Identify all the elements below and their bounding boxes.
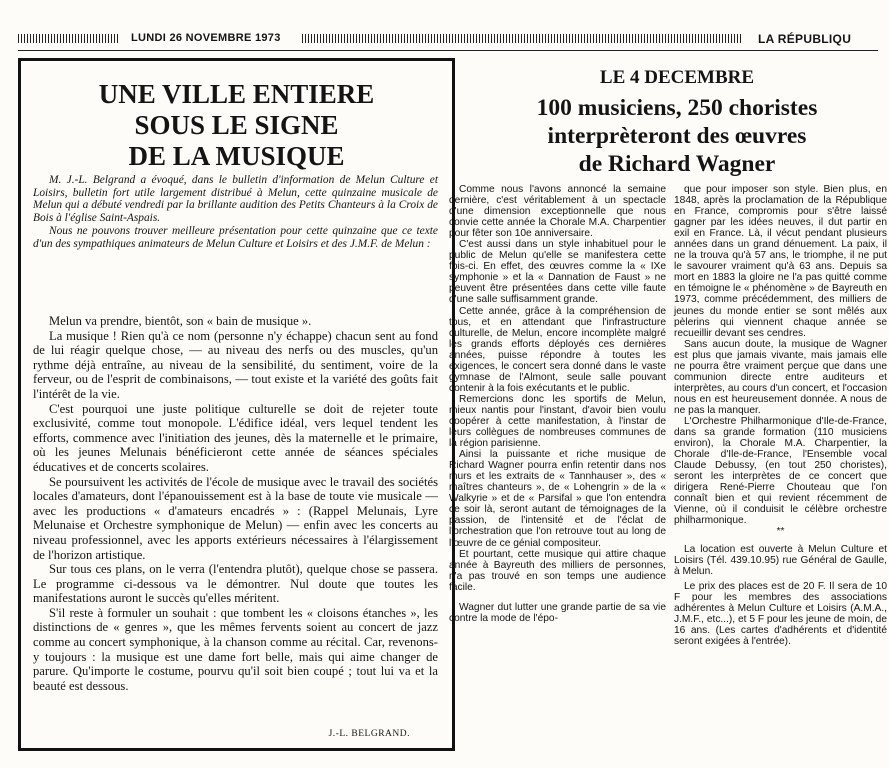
column-paragraph: Remercions donc les sportifs de Melun, mieux nantis pour l'instant, d'avoir bien voulu coopérer à cette manifestation, à l'instar de leurs collègues de nombreuses communes de la région parisienne. [449, 393, 666, 450]
headline-line: DE LA MUSIQUE [128, 141, 345, 171]
right-article-column-1 [449, 184, 666, 624]
author-signature: J.-L. BELGRAND. [328, 729, 410, 739]
body-paragraph: Melun va prendre, bientôt, son « bain de musique ». [49, 314, 312, 328]
body-paragraph: Se poursuivent les activités de l'école de musique avec le travail des sociétés locales d'amateurs, dont l'épanouissement est à la base de toute vie musicale — avec les productions « d'amateurs encadrés » : (Rappel Melunais, Lyre Melunaise et Orchestre symphonique de Melun) — enfin avec les concerts au niveau professionnel, avec les apports extérieurs nécessaires à l'élargissement de l'horizon artistique. [33, 474, 438, 562]
column-paragraph: Ainsi la puissante et riche musique de Richard Wagner pourra enfin retentir dans nos murs et les extraits de « Tannhauser », des « maîtres chanteurs », de « Lohengrin » de la « Walkyrie » et de « Parsifal » que l'on entendra ce soir là, seront autant de témoignages de la passion, de l'intensité et de l'éclat de l'orchestration que l'on retrouve tout au long de l'œuvre de ce génial compositeur. [449, 449, 666, 549]
column-paragraph: Sans aucun doute, la musique de Wagner est plus que jamais vivante, mais jamais elle ne pourra être vraiment perçue que dans une communion directe entre auditeurs et interprètes, au cours d'un concert, et l'occasion nous en est heureusement donnée. A nous de ne pas la manquer. [674, 338, 887, 416]
headline-line: interprèteront des œuvres [547, 123, 807, 149]
intro-paragraph: Nous ne pouvons trouver meilleure présentation pour cette quinzaine que ce texte d'un des sympathiques animateurs de Melun Culture et Loisirs et des J.M.F. de Melun : [33, 224, 438, 250]
header-hatch-right [302, 34, 742, 43]
column-paragraph: La location est ouverte à Melun Culture et Loisirs (Tél. 439.10.95) rue Général de Gaulle, à Melun. [674, 543, 887, 577]
left-article-intro [33, 174, 438, 250]
newspaper-name: LA RÉPUBLIQU [758, 32, 852, 46]
header-rule [18, 50, 878, 51]
body-paragraph: Sur tous ces plans, on le verra (l'entendra plutôt), quelque chose se passera. Le programme ci-dessous va le démontrer. Nul doute que toutes les manifestations auront le succès qu'elles méritent. [33, 562, 438, 606]
column-paragraph: Comme nous l'avons annoncé la semaine dernière, c'est véritablement à un spectacle d'une dimension exceptionnelle que nous convie cette année la Chorale M.A. Charpentier pour fêter son 10e anniversaire. [449, 184, 666, 240]
header-hatch-left [18, 34, 118, 43]
column-paragraph: C'est aussi dans un style inhabituel pour le public de Melun qu'elle se manifestera cette fois-ci. En effet, des œuvres comme la « IXe symphonie » et la « Dannation de Faust » ne peuvent être présentées dans cette ville faute d'une salle suffisamment grande. [449, 239, 666, 306]
right-article-column-2 [674, 184, 887, 647]
column-paragraph: Le prix des places est de 20 F. Il sera de 10 F pour les membres des associations adhérentes à Melun Culture et Loisirs (A.M.A., J.M.F., etc...), et 5 F pour les jeune de moin, de 16 ans. (Les cartes d'adhérents et d'identité seront exigées à l'entrée). [674, 580, 887, 647]
column-paragraph: Wagner dut lutter une grande partie de sa vie contre la mode de l'épo- [449, 601, 666, 624]
left-article-headline [21, 79, 452, 172]
headline-line: UNE VILLE ENTIERE [98, 79, 375, 109]
section-separator: ** [776, 526, 785, 538]
headline-line: de Richard Wagner [578, 151, 776, 177]
column-paragraph: Et pourtant, cette musique qui attire chaque année à Bayreuth des milliers de personnes, n'a pas trouvé en son temps une audience facile. [449, 548, 666, 593]
body-paragraph: C'est pourquoi une juste politique culturelle se doit de rejeter toute exclusivité, comme tout monopole. L'édifice idéal, vers lequel tendent les efforts, commence avec l'initiation des jeunes, dès la maternelle et le primaire, où les jeunes Melunais bénéficieront cette année de séances spéciales éducatives et de concerts scolaires. [33, 401, 438, 474]
intro-paragraph: M. J.-L. Belgrand a évoqué, dans le bulletin d'information de Melun Culture et Loisirs, bulletin fort utile largement distribué à Melun, cette quinzaine musicale de Melun qui a débuté vendredi par la brillante audition des Petits Chanteurs à la Croix de Bois à l'église Saint-Aspais. [33, 174, 438, 225]
right-article-headline [466, 94, 888, 178]
left-article-body [33, 314, 438, 693]
column-paragraph: que pour imposer son style. Bien plus, en 1848, après la proclamation de la République en France, compromis pour s'être laissé gagner par les idées neuves, il dut partir en exil en France. Là, il vécut pendant plusieurs années dans un grand dénuement. La paix, il ne la trouva qu'à 57 ans, le triomphe, il ne put le savourer vraiment qu'à 63 ans. Depuis sa mort en 1883 la gloire ne l'a pas quitté comme en témoigne le « phénomène » de Bayreuth en 1973, comme précédemment, des milliers de jeunes du monde entier se sont mêlés aux pèlerins qui viennent chaque année se recueillir devant ses cendres. [674, 184, 887, 339]
left-article-frame [18, 58, 455, 751]
body-paragraph: La musique ! Rien qu'à ce nom (personne n'y échappe) chacun sent au fond de lui réagir quelque chose, — au niveau des nerfs ou des muscles, qu'un rythme déjà entraîne, au niveau de la sensibilité, du sentiment, voire de la ferveur, ou de l'esprit de combinaisons, — tout existe et la variété des goûts fait l'intérêt de la vie. [33, 328, 438, 401]
headline-line: 100 musiciens, 250 choristes [536, 95, 818, 121]
column-paragraph: Cette année, grâce à la compréhension de tous, et en attendant que l'infrastructure culturelle, de Melun, encore incomplète malgré les grands efforts déployés ces dernières années, puisse répondre à toutes les exigences, le concert sera donné dans le vaste gymnase de l'Almont, seule salle pouvant contenir à la fois exécutants et le public. [449, 305, 666, 394]
right-article-kicker: LE 4 DECEMBRE [599, 67, 755, 88]
headline-line: SOUS LE SIGNE [134, 110, 339, 140]
issue-date: LUNDI 26 NOVEMBRE 1973 [131, 32, 281, 44]
column-paragraph: L'Orchestre Philharmonique d'Ile-de-France, dans sa grande formation (110 musiciens environ), la Chorale M.A. Charpentier, la Chorale d'Ile-de-France, l'Ensemble vocal Claude Debussy, (en tout 250 choristes), seront les interprètes de ce concert que dirigera René-Pierre Chouteau que l'on connaît bien et qui revient récemment de Vienne, où il conduisit le célèbre orchestre philharmonique. [674, 415, 887, 527]
body-paragraph: S'il reste à formuler un souhait : que tombent les « cloisons étanches », les distinctions de « genres », que les mêmes fervents soient au concert de jazz comme au concert symphonique, à la chanson comme au récital. Car, revenons-y toujours : la musique est une dame fort belle, mais qui aime changer de parure. Qu'importe le costume, pourvu qu'il soit bien coupé ; tout lui va et la beauté est dessous. [33, 605, 438, 693]
